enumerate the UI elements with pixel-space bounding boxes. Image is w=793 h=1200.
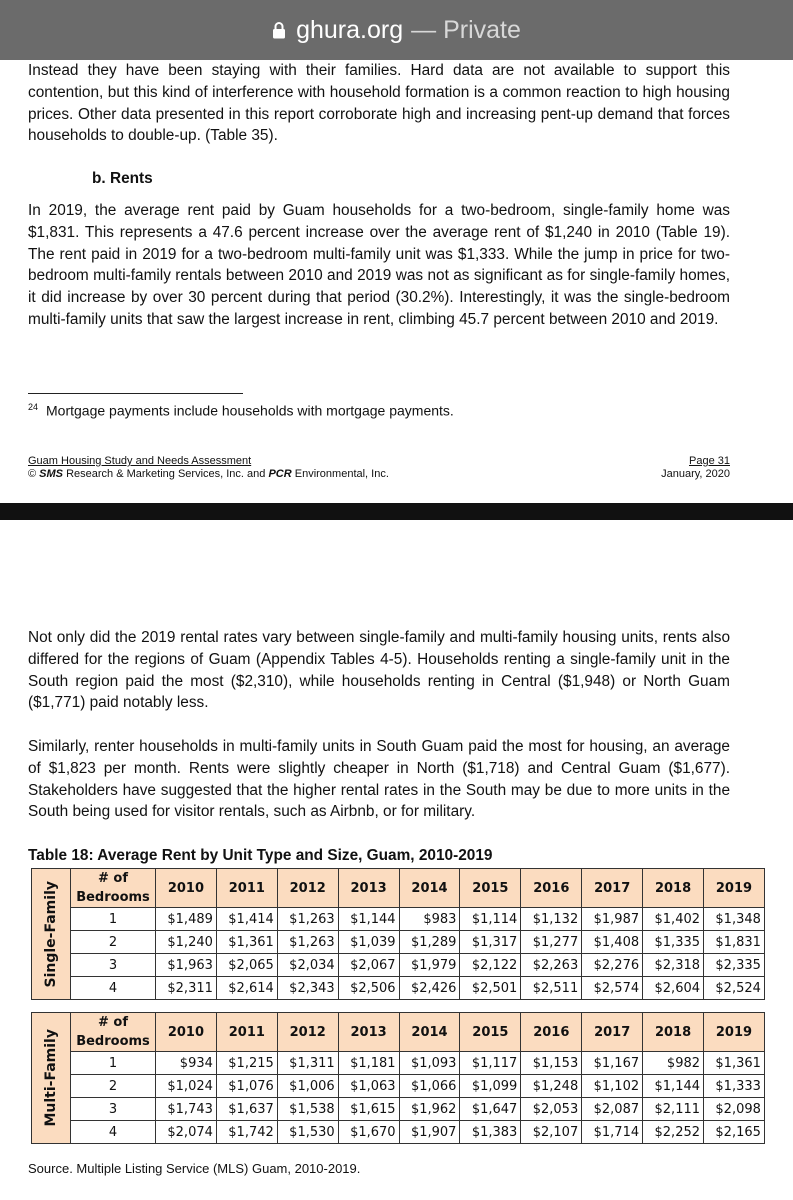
year-header: 2019 <box>704 1013 765 1052</box>
year-header: 2015 <box>460 1013 521 1052</box>
paragraph-rents-2019: In 2019, the average rent paid by Guam households for a two-bedroom, single-family home was $1,831. This represents a 47.6 percent increase over the average rent of $1,240 in 2010 (Table 19). The rent paid in 2019 for a two-bedroom multi-family unit was $1,333. While the jump in price for two-bedroom multi-family rentals between 2010 and 2019 was not as significant as for single-family homes, it did increase by over 30 percent during that period (30.2%). Interestingly, it was the single-bedroom multi-family units that saw the largest increase in rent, climbing 45.7 percent between 2010 and 2019. <box>28 202 730 328</box>
rent-value-cell: $1,039 <box>338 931 399 954</box>
single-family-header-row <box>32 869 765 908</box>
rent-value-cell: $2,335 <box>704 954 765 977</box>
rent-value-cell: $2,318 <box>643 954 704 977</box>
rent-value-cell: $1,311 <box>277 1052 338 1075</box>
year-header: 2018 <box>643 1013 704 1052</box>
multi-family-group-label: Multi-Family <box>32 1013 71 1144</box>
year-header: 2012 <box>277 1013 338 1052</box>
rent-value-cell: $2,276 <box>582 954 643 977</box>
rent-value-cell: $2,604 <box>643 977 704 1000</box>
rent-value-cell: $1,361 <box>216 931 277 954</box>
rent-value-cell: $1,099 <box>460 1075 521 1098</box>
year-header: 2015 <box>460 869 521 908</box>
rent-value-cell: $1,093 <box>399 1052 460 1075</box>
rent-value-cell: $1,114 <box>460 908 521 931</box>
rent-value-cell: $1,962 <box>399 1098 460 1121</box>
rent-value-cell: $1,248 <box>521 1075 582 1098</box>
year-header: 2017 <box>582 1013 643 1052</box>
rent-value-cell: $1,063 <box>338 1075 399 1098</box>
bedrooms-header: # of Bedrooms <box>71 1013 156 1052</box>
rent-value-cell: $2,107 <box>521 1121 582 1144</box>
rent-value-cell: $1,538 <box>277 1098 338 1121</box>
paragraph-multi-family-south: Similarly, renter households in multi-family units in South Guam paid the most for housing, an average of $1,823 per month. Rents were slightly cheaper in North ($1,718) and Central Guam ($1,677). Stakeholders have suggested that the higher rental rates in the South may be due to more units in the South being used for visitor rentals, such as Airbnb, or for military. <box>28 738 730 821</box>
rent-value-cell: $1,335 <box>643 931 704 954</box>
rent-value-cell: $1,181 <box>338 1052 399 1075</box>
footnote: $^{24}$ Mortgage payments include households with mortgage payments. <box>28 402 454 419</box>
rent-value-cell: $2,501 <box>460 977 521 1000</box>
rent-value-cell: $2,252 <box>643 1121 704 1144</box>
year-header: 2018 <box>643 869 704 908</box>
rent-value-cell: $2,263 <box>521 954 582 977</box>
rent-value-cell: $1,076 <box>216 1075 277 1098</box>
rent-value-cell: $2,511 <box>521 977 582 1000</box>
year-header: 2016 <box>521 869 582 908</box>
page-footer-right <box>600 455 730 481</box>
year-header: 2011 <box>216 869 277 908</box>
rent-value-cell: $1,102 <box>582 1075 643 1098</box>
rent-value-cell: $1,361 <box>704 1052 765 1075</box>
table-row <box>32 977 765 1000</box>
rent-value-cell: $1,743 <box>156 1098 217 1121</box>
rent-value-cell: $1,144 <box>643 1075 704 1098</box>
page-number: Page 31 <box>689 455 730 467</box>
rent-value-cell: $2,343 <box>277 977 338 1000</box>
rent-value-cell: $1,670 <box>338 1121 399 1144</box>
year-header: 2012 <box>277 869 338 908</box>
rent-value-cell: $1,530 <box>277 1121 338 1144</box>
year-header: 2011 <box>216 1013 277 1052</box>
rent-value-cell: $1,167 <box>582 1052 643 1075</box>
table-row <box>32 1121 765 1144</box>
bedrooms-cell: 2 <box>71 931 156 954</box>
table-source-note: Source. Multiple Listing Service (MLS) Guam, 2010-2019. <box>28 1161 361 1176</box>
bedrooms-header: # of Bedrooms <box>71 869 156 908</box>
rent-value-cell: $2,087 <box>582 1098 643 1121</box>
rent-value-cell: $1,066 <box>399 1075 460 1098</box>
rent-value-cell: $1,979 <box>399 954 460 977</box>
rent-value-cell: $1,117 <box>460 1052 521 1075</box>
table-row <box>32 954 765 977</box>
rent-value-cell: $1,963 <box>156 954 217 977</box>
rent-value-cell: $1,831 <box>704 931 765 954</box>
rent-value-cell: $2,614 <box>216 977 277 1000</box>
rent-value-cell: $1,240 <box>156 931 217 954</box>
rent-value-cell: $983 <box>399 908 460 931</box>
rent-value-cell: $1,333 <box>704 1075 765 1098</box>
table-row <box>32 1052 765 1075</box>
rent-value-cell: $1,408 <box>582 931 643 954</box>
footnote-divider <box>28 393 243 394</box>
rent-value-cell: $1,263 <box>277 908 338 931</box>
rent-value-cell: $2,165 <box>704 1121 765 1144</box>
bedrooms-cell: 1 <box>71 908 156 931</box>
rent-value-cell: $1,742 <box>216 1121 277 1144</box>
lock-icon <box>272 21 286 39</box>
browser-address-bar[interactable] <box>0 0 793 60</box>
year-header: 2019 <box>704 869 765 908</box>
rent-value-cell: $1,402 <box>643 908 704 931</box>
rent-value-cell: $1,215 <box>216 1052 277 1075</box>
rent-value-cell: $2,426 <box>399 977 460 1000</box>
year-header: 2013 <box>338 1013 399 1052</box>
single-family-rent-table <box>31 868 765 1000</box>
rent-value-cell: $2,098 <box>704 1098 765 1121</box>
section-heading-rents: b. Rents <box>92 170 153 187</box>
table-row <box>32 1098 765 1121</box>
rent-value-cell: $1,647 <box>460 1098 521 1121</box>
year-header: 2010 <box>156 869 217 908</box>
bedrooms-cell: 1 <box>71 1052 156 1075</box>
rent-value-cell: $2,074 <box>156 1121 217 1144</box>
rent-value-cell: $1,714 <box>582 1121 643 1144</box>
rent-value-cell: $2,067 <box>338 954 399 977</box>
rent-value-cell: $1,289 <box>399 931 460 954</box>
privacy-status: — Private <box>411 15 521 44</box>
year-header: 2010 <box>156 1013 217 1052</box>
rent-value-cell: $1,263 <box>277 931 338 954</box>
rent-value-cell: $2,122 <box>460 954 521 977</box>
rent-value-cell: $1,144 <box>338 908 399 931</box>
rent-value-cell: $982 <box>643 1052 704 1075</box>
rent-value-cell: $1,907 <box>399 1121 460 1144</box>
rent-value-cell: $1,153 <box>521 1052 582 1075</box>
rent-value-cell: $934 <box>156 1052 217 1075</box>
rent-value-cell: $2,053 <box>521 1098 582 1121</box>
table-title: Table 18: Average Rent by Unit Type and Size, Guam, 2010-2019 <box>28 847 493 864</box>
paragraph-pent-up-demand: Instead they have been staying with their families. Hard data are not available to support this contention, but this kind of interference with household formation is a common reaction to high housing prices. Other data presented in this report corroborate high and increasing pent-up demand that forces households to double-up. (Table 35). <box>28 62 730 145</box>
rent-value-cell: $1,132 <box>521 908 582 931</box>
rent-value-cell: $1,383 <box>460 1121 521 1144</box>
rent-value-cell: $2,311 <box>156 977 217 1000</box>
year-header: 2017 <box>582 869 643 908</box>
page-break-bar <box>0 503 793 520</box>
rent-value-cell: $1,489 <box>156 908 217 931</box>
rent-value-cell: $2,034 <box>277 954 338 977</box>
multi-family-rent-table <box>31 1012 765 1144</box>
rent-value-cell: $1,637 <box>216 1098 277 1121</box>
year-header: 2014 <box>399 869 460 908</box>
page-footer-left: Guam Housing Study and Needs Assessment © SMS Research & Marketing Services, Inc. and PCR Environmental, Inc. <box>28 455 389 480</box>
rent-value-cell: $2,524 <box>704 977 765 1000</box>
rent-value-cell: $1,987 <box>582 908 643 931</box>
table-row <box>32 931 765 954</box>
table-row <box>32 908 765 931</box>
rent-value-cell: $2,065 <box>216 954 277 977</box>
rent-value-cell: $1,006 <box>277 1075 338 1098</box>
year-header: 2016 <box>521 1013 582 1052</box>
bedrooms-cell: 4 <box>71 977 156 1000</box>
bedrooms-cell: 3 <box>71 1098 156 1121</box>
paragraph-regional-rents: Not only did the 2019 rental rates vary between single-family and multi-family housing units, rents also differed for the regions of Guam (Appendix Tables 4-5). Households renting a single-family unit in the South region paid the most ($2,310), while households renting in Central ($1,948) or North Guam ($1,771) paid notably less. <box>28 629 730 712</box>
rent-value-cell: $2,506 <box>338 977 399 1000</box>
single-family-group-label: Single-Family <box>32 869 71 1000</box>
rent-value-cell: $1,414 <box>216 908 277 931</box>
page-date: January, 2020 <box>661 468 730 480</box>
rent-value-cell: $1,348 <box>704 908 765 931</box>
rent-value-cell: $2,574 <box>582 977 643 1000</box>
rent-value-cell: $1,024 <box>156 1075 217 1098</box>
rent-value-cell: $2,111 <box>643 1098 704 1121</box>
year-header: 2014 <box>399 1013 460 1052</box>
multi-family-header-row <box>32 1013 765 1052</box>
table-row <box>32 1075 765 1098</box>
bedrooms-cell: 2 <box>71 1075 156 1098</box>
bedrooms-cell: 4 <box>71 1121 156 1144</box>
rent-value-cell: $1,317 <box>460 931 521 954</box>
rent-value-cell: $1,277 <box>521 931 582 954</box>
year-header: 2013 <box>338 869 399 908</box>
bedrooms-cell: 3 <box>71 954 156 977</box>
domain-text: ghura.org <box>296 15 404 44</box>
rent-value-cell: $1,615 <box>338 1098 399 1121</box>
